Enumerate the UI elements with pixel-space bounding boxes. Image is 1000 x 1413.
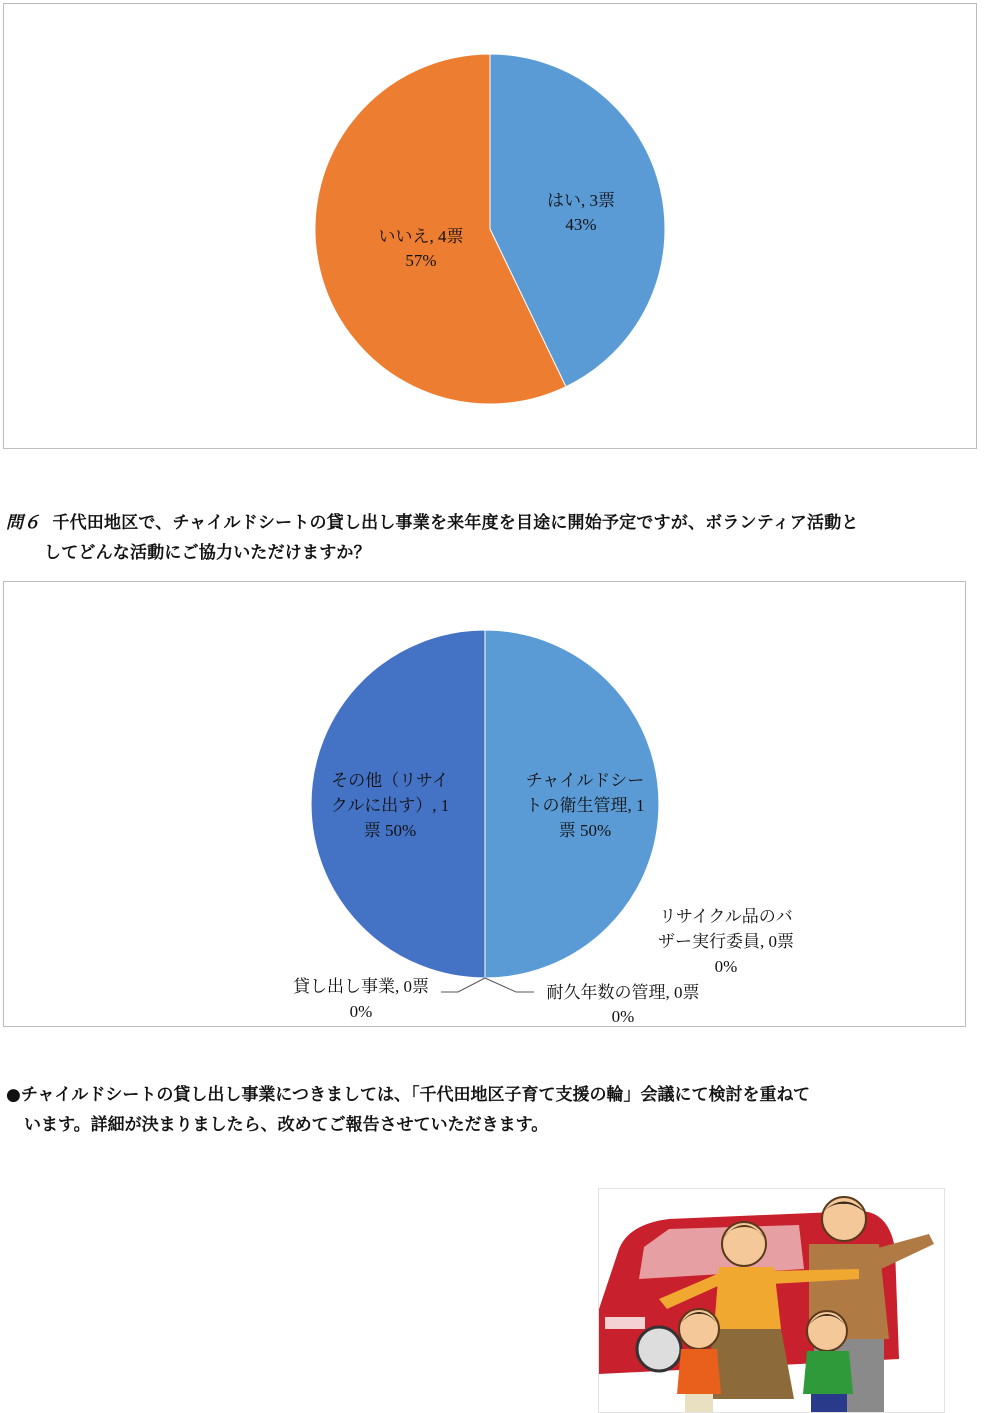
slice-percent-no: 57% <box>405 251 437 270</box>
slice-label-yes: はい, 3票 <box>547 191 615 210</box>
child-left-body <box>677 1349 721 1394</box>
slice-label-bazaar-2: ザー実行委員, 0票 <box>658 932 794 951</box>
question-text-line1: 千代田地区で、チャイルドシートの貸し出し事業を来年度を目途に開始予定ですが、ボランティア活動と <box>52 513 859 533</box>
slice-label-other-2: クルに出す）, 1 <box>330 796 450 815</box>
question-number: 問６ <box>6 513 41 533</box>
slice-label-hygiene-1: チャイルドシー <box>525 771 645 790</box>
notice-line2: います。詳細が決まりましたら、改めてご報告させていただきます。 <box>24 1115 549 1135</box>
slice-percent-yes: 43% <box>565 215 597 234</box>
car-wheel <box>637 1327 681 1371</box>
child-right-body <box>803 1351 853 1394</box>
slice-label-no: いいえ, 4票 <box>378 227 464 246</box>
family-with-car-illustration <box>598 1188 945 1413</box>
slice-label-durability-2: 0% <box>611 1007 635 1026</box>
pie-chart-1-svg <box>4 4 978 450</box>
slice-label-other-3: 票 50% <box>363 821 417 840</box>
question-6 <box>6 508 996 568</box>
slice-label-hygiene-2: トの衛生管理, 1 <box>525 796 645 815</box>
mother-head <box>722 1222 766 1266</box>
car-lights <box>605 1317 645 1329</box>
slice-label-lending-1: 貸し出し事業, 0票 <box>293 977 429 996</box>
slice-label-lending-2: 0% <box>349 1002 373 1021</box>
child-left-legs <box>685 1394 713 1413</box>
notice-text <box>6 1080 996 1140</box>
slice-label-other-1: その他（リサイ <box>331 771 449 790</box>
slice-label-bazaar-1: リサイクル品のバ <box>659 907 793 926</box>
pie-chart-volunteer-activities <box>3 581 966 1027</box>
child-left-head <box>679 1309 719 1349</box>
child-right-legs <box>811 1394 847 1413</box>
slice-label-bazaar-3: 0% <box>714 957 738 976</box>
pie-chart-2-svg <box>4 582 967 1028</box>
family-illustration-svg <box>599 1189 945 1413</box>
leader-line-lending <box>441 978 485 992</box>
slice-label-durability-1: 耐久年数の管理, 0票 <box>546 983 700 1002</box>
notice-line1: ●チャイルドシートの貸し出し事業につきましては、「千代田地区子育て支援の輪」会議にて検討を重ねて <box>6 1085 811 1105</box>
pie-chart-yes-no <box>3 3 977 449</box>
leader-line-durability <box>485 978 534 992</box>
question-text-line2: してどんな活動にご協力いただけますか？ <box>44 543 371 563</box>
child-right-head <box>807 1311 847 1351</box>
slice-label-hygiene-3: 票 50% <box>558 821 612 840</box>
